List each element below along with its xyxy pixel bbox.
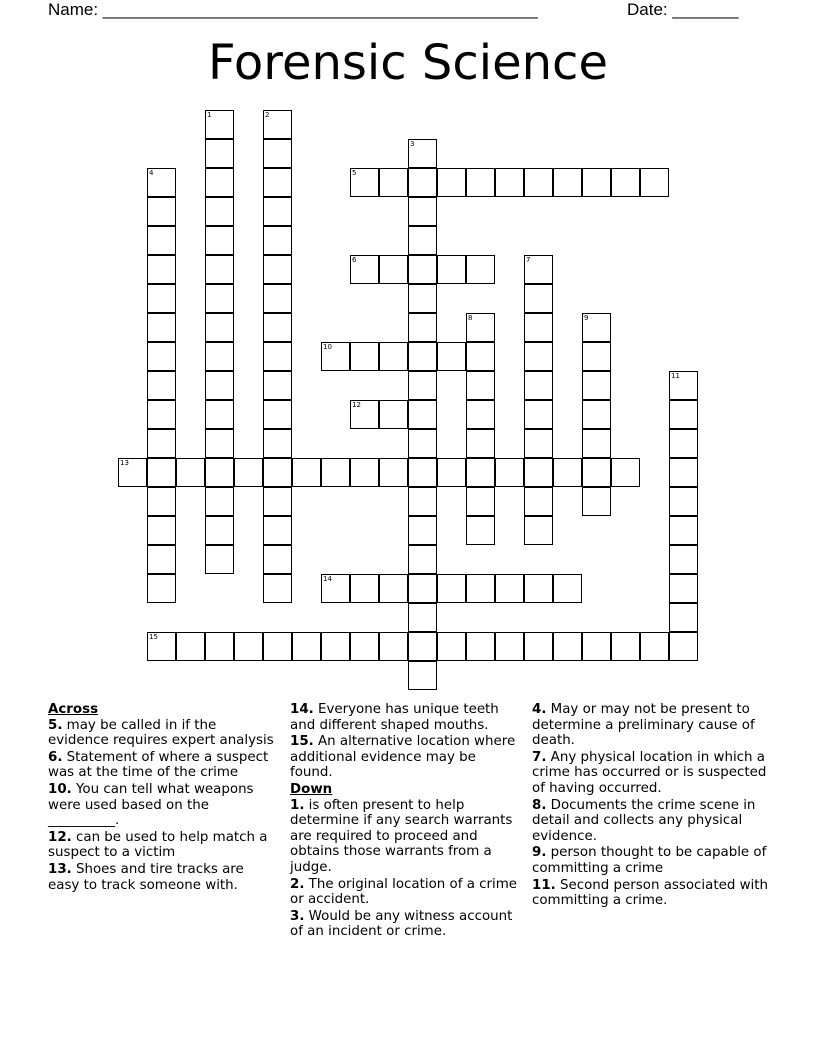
grid-cell[interactable] — [524, 284, 553, 313]
clue-text: may be called in if the evidence requires expert analysis — [48, 717, 274, 749]
page-title: Forensic Science — [208, 35, 608, 91]
grid-cell[interactable] — [582, 632, 611, 661]
grid-cell[interactable] — [524, 371, 553, 400]
grid-cell[interactable] — [524, 574, 553, 603]
grid-cell[interactable] — [495, 574, 524, 603]
clue-number-label: 4 — [149, 169, 154, 177]
clue-number: 6. — [48, 749, 63, 765]
grid-cell[interactable] — [408, 487, 437, 516]
grid-cell[interactable] — [205, 371, 234, 400]
grid-cell[interactable] — [611, 168, 640, 197]
grid-cell[interactable] — [350, 458, 379, 487]
grid-cell[interactable] — [524, 168, 553, 197]
grid-cell[interactable] — [437, 168, 466, 197]
clue-number: 7. — [532, 749, 547, 765]
grid-cell[interactable] — [263, 632, 292, 661]
grid-cell[interactable] — [553, 574, 582, 603]
grid-cell[interactable] — [495, 168, 524, 197]
clue-text: Documents the crime scene in detail and collects any physical evidence. — [532, 797, 756, 844]
grid-cell[interactable] — [408, 342, 437, 371]
clue-number-label: 14 — [323, 575, 332, 583]
clue-text: Any physical location in which a crime has occurred or is suspected of having occurred. — [532, 749, 767, 796]
clue-text: can be used to help match a suspect to a victim — [48, 829, 268, 861]
grid-cell[interactable] — [205, 284, 234, 313]
clue-number: 12. — [48, 829, 72, 845]
grid-cell[interactable] — [553, 632, 582, 661]
grid-cell[interactable] — [437, 255, 466, 284]
clue-number-label: 1 — [207, 111, 212, 119]
grid-cell[interactable] — [379, 400, 408, 429]
grid-cell[interactable] — [466, 487, 495, 516]
clue-text: The original location of a crime or accident. — [290, 876, 518, 908]
grid-cell[interactable] — [669, 545, 698, 574]
grid-cell[interactable] — [582, 342, 611, 371]
grid-cell[interactable] — [263, 400, 292, 429]
clue-across-14 — [290, 702, 522, 733]
clues-column-3 — [532, 702, 768, 910]
clue-number: 3. — [290, 908, 305, 924]
grid-cell[interactable] — [408, 516, 437, 545]
clue-down-7 — [532, 750, 768, 797]
grid-cell[interactable] — [466, 371, 495, 400]
clue-down-9 — [532, 845, 768, 876]
grid-cell[interactable] — [263, 516, 292, 545]
grid-cell[interactable] — [205, 168, 234, 197]
grid-cell[interactable] — [205, 313, 234, 342]
grid-cell[interactable] — [437, 458, 466, 487]
clue-down-3 — [290, 909, 522, 940]
clue-number-label: 8 — [468, 314, 473, 322]
grid-cell[interactable] — [147, 197, 176, 226]
grid-cell[interactable] — [408, 574, 437, 603]
clue-down-4 — [532, 702, 768, 749]
clue-number-label: 2 — [265, 111, 270, 119]
grid-cell[interactable] — [611, 458, 640, 487]
grid-cell[interactable] — [263, 342, 292, 371]
clue-number: 11. — [532, 877, 556, 893]
clue-number-label: 11 — [671, 372, 680, 380]
clue-number-label: 15 — [149, 633, 158, 641]
grid-cell[interactable] — [466, 458, 495, 487]
grid-cell[interactable] — [379, 574, 408, 603]
grid-cell[interactable] — [263, 284, 292, 313]
grid-cell[interactable] — [263, 313, 292, 342]
grid-cell[interactable] — [205, 400, 234, 429]
clue-text: You can tell what weapons were used based on the __________. — [48, 781, 254, 829]
grid-cell[interactable] — [234, 458, 263, 487]
clue-down-11 — [532, 878, 768, 909]
clue-across-6 — [48, 750, 274, 781]
clue-number: 4. — [532, 702, 547, 717]
grid-cell[interactable] — [582, 371, 611, 400]
grid-cell[interactable] — [408, 661, 437, 690]
clue-number-label: 9 — [584, 314, 589, 322]
name-line: Name: ______________________________________________ — [48, 0, 538, 19]
grid-cell[interactable] — [640, 168, 669, 197]
grid-cell[interactable] — [553, 168, 582, 197]
grid-cell[interactable] — [147, 574, 176, 603]
grid-cell[interactable] — [524, 400, 553, 429]
grid-cell[interactable] — [669, 400, 698, 429]
grid-cell[interactable] — [205, 226, 234, 255]
grid-cell[interactable] — [466, 255, 495, 284]
grid-cell[interactable] — [408, 168, 437, 197]
grid-cell[interactable] — [408, 255, 437, 284]
clue-text: Would be any witness account of an incident or crime. — [290, 908, 513, 940]
grid-cell[interactable] — [437, 632, 466, 661]
date-line: Date: _______ — [627, 0, 739, 19]
grid-cell[interactable] — [147, 284, 176, 313]
clue-text: is often present to help determine if any search warrants are required to proceed and obtains those warrants from a judge. — [290, 797, 513, 875]
grid-cell[interactable] — [524, 342, 553, 371]
clue-number: 1. — [290, 797, 305, 813]
grid-cell[interactable] — [669, 487, 698, 516]
clue-text: Statement of where a suspect was at the time of the crime — [48, 749, 269, 781]
grid-cell[interactable] — [582, 429, 611, 458]
grid-cell[interactable] — [379, 458, 408, 487]
grid-cell[interactable] — [379, 632, 408, 661]
grid-cell[interactable] — [669, 574, 698, 603]
clues-column-2 — [290, 702, 522, 941]
grid-cell[interactable] — [611, 632, 640, 661]
clue-text: Shoes and tire tracks are easy to track someone with. — [48, 861, 244, 893]
clue-text: Second person associated with committing a crime. — [532, 877, 768, 909]
grid-cell[interactable] — [263, 545, 292, 574]
clue-text: May or may not be present to determine a preliminary cause of death. — [532, 702, 755, 749]
grid-cell[interactable] — [205, 632, 234, 661]
clues-column-1 — [48, 702, 274, 894]
grid-cell[interactable] — [263, 487, 292, 516]
grid-cell[interactable] — [669, 458, 698, 487]
grid-cell[interactable] — [147, 342, 176, 371]
grid-cell[interactable] — [640, 632, 669, 661]
grid-cell[interactable] — [582, 168, 611, 197]
clue-number: 2. — [290, 876, 305, 892]
clue-down-1 — [290, 798, 522, 876]
grid-cell[interactable] — [147, 487, 176, 516]
clue-number-label: 12 — [352, 401, 361, 409]
grid-cell[interactable] — [263, 371, 292, 400]
clue-number: 9. — [532, 845, 547, 861]
grid-cell[interactable] — [147, 545, 176, 574]
grid-cell[interactable] — [147, 516, 176, 545]
grid-cell[interactable] — [408, 226, 437, 255]
down-heading: Down — [290, 781, 333, 797]
clue-text: An alternative location where additional evidence may be found. — [290, 734, 516, 781]
clue-across-10 — [48, 782, 274, 829]
clue-number: 5. — [48, 717, 63, 733]
grid-cell[interactable] — [553, 458, 582, 487]
grid-cell[interactable] — [147, 226, 176, 255]
clue-across-13 — [48, 862, 274, 893]
grid-cell[interactable] — [205, 429, 234, 458]
grid-cell[interactable] — [205, 139, 234, 168]
grid-cell[interactable] — [524, 632, 553, 661]
grid-cell[interactable] — [205, 255, 234, 284]
grid-cell[interactable] — [408, 603, 437, 632]
grid-cell[interactable] — [263, 139, 292, 168]
clue-number: 15. — [290, 734, 314, 750]
grid-cell[interactable] — [495, 632, 524, 661]
grid-cell[interactable] — [669, 429, 698, 458]
grid-cell[interactable] — [205, 516, 234, 545]
grid-cell[interactable] — [408, 400, 437, 429]
grid-cell[interactable] — [466, 574, 495, 603]
grid-cell[interactable] — [205, 487, 234, 516]
clue-across-12 — [48, 830, 274, 861]
grid-cell[interactable] — [408, 429, 437, 458]
clue-across-5 — [48, 718, 274, 749]
grid-cell[interactable] — [408, 284, 437, 313]
grid-cell[interactable] — [205, 197, 234, 226]
grid-cell[interactable] — [350, 574, 379, 603]
clue-number-label: 3 — [410, 140, 415, 148]
clue-across-15 — [290, 734, 522, 781]
clue-number: 10. — [48, 781, 72, 797]
grid-cell[interactable] — [350, 632, 379, 661]
grid-cell[interactable] — [669, 632, 698, 661]
grid-cell[interactable] — [263, 226, 292, 255]
clue-down-8 — [532, 798, 768, 845]
grid-cell[interactable] — [147, 371, 176, 400]
grid-cell[interactable] — [205, 342, 234, 371]
grid-cell[interactable] — [408, 545, 437, 574]
grid-cell[interactable] — [408, 313, 437, 342]
grid-cell[interactable] — [524, 516, 553, 545]
grid-cell[interactable] — [379, 255, 408, 284]
grid-cell[interactable] — [292, 458, 321, 487]
grid-cell[interactable] — [582, 487, 611, 516]
grid-cell[interactable] — [582, 458, 611, 487]
grid-cell[interactable] — [437, 574, 466, 603]
grid-cell[interactable] — [408, 371, 437, 400]
grid-cell[interactable] — [147, 313, 176, 342]
grid-cell[interactable] — [263, 429, 292, 458]
grid-cell[interactable] — [669, 603, 698, 632]
grid-cell[interactable] — [147, 400, 176, 429]
clue-number: 13. — [48, 861, 72, 877]
clue-number: 14. — [290, 702, 314, 717]
grid-cell[interactable] — [292, 632, 321, 661]
grid-cell[interactable] — [379, 342, 408, 371]
grid-cell[interactable] — [147, 429, 176, 458]
grid-cell[interactable] — [263, 255, 292, 284]
grid-cell[interactable] — [524, 458, 553, 487]
grid-cell[interactable] — [205, 545, 234, 574]
grid-cell[interactable] — [466, 632, 495, 661]
grid-cell[interactable] — [379, 168, 408, 197]
grid-cell[interactable] — [321, 458, 350, 487]
clue-number-label: 5 — [352, 169, 357, 177]
grid-cell[interactable] — [147, 255, 176, 284]
grid-cell[interactable] — [234, 632, 263, 661]
grid-cell[interactable] — [408, 632, 437, 661]
grid-cell[interactable] — [263, 197, 292, 226]
clue-number-label: 10 — [323, 343, 332, 351]
grid-cell[interactable] — [582, 400, 611, 429]
grid-cell[interactable] — [263, 574, 292, 603]
grid-cell[interactable] — [524, 429, 553, 458]
grid-cell[interactable] — [437, 342, 466, 371]
grid-cell[interactable] — [669, 516, 698, 545]
clue-number-label: 13 — [120, 459, 129, 467]
grid-cell[interactable] — [263, 458, 292, 487]
clue-down-2 — [290, 877, 522, 908]
clue-number: 8. — [532, 797, 547, 813]
grid-cell[interactable] — [176, 632, 205, 661]
clue-number-label: 6 — [352, 256, 357, 264]
grid-cell[interactable] — [263, 168, 292, 197]
grid-cell[interactable] — [466, 400, 495, 429]
clue-text: Everyone has unique teeth and different shaped mouths. — [290, 702, 499, 733]
grid-cell[interactable] — [350, 342, 379, 371]
grid-cell[interactable] — [466, 429, 495, 458]
grid-cell[interactable] — [524, 487, 553, 516]
across-heading: Across — [48, 702, 99, 717]
grid-cell[interactable] — [524, 313, 553, 342]
grid-cell[interactable] — [495, 458, 524, 487]
clue-number-label: 7 — [526, 256, 531, 264]
grid-cell[interactable] — [147, 458, 176, 487]
grid-cell[interactable] — [466, 168, 495, 197]
grid-cell[interactable] — [466, 516, 495, 545]
clue-text: person thought to be capable of committing a crime — [532, 845, 767, 876]
grid-cell[interactable] — [408, 197, 437, 226]
grid-cell[interactable] — [205, 458, 234, 487]
grid-cell[interactable] — [408, 458, 437, 487]
grid-cell[interactable] — [176, 458, 205, 487]
grid-cell[interactable] — [466, 342, 495, 371]
grid-cell[interactable] — [321, 632, 350, 661]
